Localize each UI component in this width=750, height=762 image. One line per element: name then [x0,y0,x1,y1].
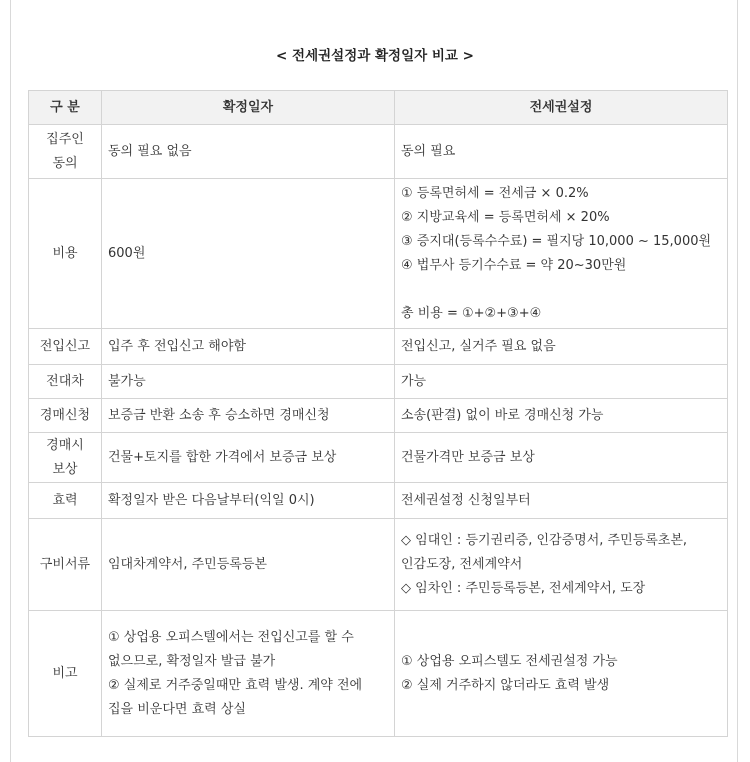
table-row [29,433,728,483]
cell-line: ② 실제 거주하지 않더라도 효력 발생 [401,677,610,693]
cell-line: 구비서류 [39,556,91,572]
cell-line: 전입신고 [39,338,91,354]
row-label [29,433,102,483]
jeonse-right-cell [395,483,728,519]
cell-line: 600원 [108,245,146,261]
cell-line: 효력 [52,492,78,508]
fixed-date-cell [102,519,395,611]
jeonse-right-cell [395,365,728,399]
row-label [29,125,102,179]
fixed-date-cell [102,329,395,365]
row-label [29,329,102,365]
cell-line: 동의 필요 [401,143,456,159]
cell-line: ◇ 임차인 : 주민등록등본, 전세계약서, 도장 [401,580,646,596]
fixed-date-cell [102,483,395,519]
cell-line: 불가능 [108,373,146,389]
table-row [29,519,728,611]
jeonse-right-cell [395,611,728,737]
cell-line: ② 실제로 거주중일때만 효력 발생. 계약 전에 [108,677,363,693]
jeonse-right-cell [395,433,728,483]
header-fixed-date: 확정일자 [102,91,395,125]
cell-line: 임대차계약서, 주민등록등본 [108,556,267,572]
cell-line: ① 상업용 오피스텔도 전세권설정 가능 [401,653,618,669]
cell-line: 보상 [52,461,78,477]
table-row [29,125,728,179]
fixed-date-cell [102,125,395,179]
cell-line: 확정일자 받은 다음날부터(익일 0시) [108,492,315,508]
cell-line: 경매신청 [39,407,91,423]
fixed-date-cell [102,399,395,433]
jeonse-right-cell [395,179,728,329]
comparison-table [28,90,728,737]
table-row [29,399,728,433]
cell-line: 전대차 [46,373,84,389]
cell-line: 총 비용 = ①+②+③+④ [401,305,542,321]
cell-line: ② 지방교육세 = 등록면허세 × 20% [401,209,610,225]
table-row [29,365,728,399]
header-category: 구 분 [29,91,102,125]
header-jeonse-right: 전세권설정 [395,91,728,125]
cell-line: 경매시 [46,437,84,453]
cell-line: ① 상업용 오피스텔에서는 전입신고를 할 수 [108,629,354,645]
cell-line: 건물가격만 보증금 보상 [401,449,535,465]
cell-line: 집주인 [46,131,84,147]
row-label [29,399,102,433]
table-header-row [29,91,728,125]
fixed-date-cell [102,179,395,329]
cell-line: 집을 비운다면 효력 상실 [108,701,246,717]
cell-line: 비용 [52,245,78,261]
cell-line: ① 등록면허세 = 전세금 × 0.2% [401,185,589,201]
row-label [29,611,102,737]
cell-line: 소송(판결) 없이 바로 경매신청 가능 [401,407,604,423]
jeonse-right-cell [395,519,728,611]
table-row [29,329,728,365]
jeonse-right-cell [395,399,728,433]
cell-line: 건물+토지를 합한 가격에서 보증금 보상 [108,449,337,465]
row-label [29,179,102,329]
cell-line: 비고 [52,665,78,681]
cell-line: 전세권설정 신청일부터 [401,492,531,508]
jeonse-right-cell [395,125,728,179]
row-label [29,365,102,399]
cell-line: ③ 증지대(등록수수료) = 필지당 10,000 ~ 15,000원 [401,233,712,249]
cell-line: 가능 [401,373,427,389]
row-label [29,483,102,519]
table-row [29,483,728,519]
cell-line: 없으므로, 확정일자 발급 불가 [108,653,276,669]
cell-line: 동의 필요 없음 [108,143,192,159]
cell-line: 보증금 반환 소송 후 승소하면 경매신청 [108,407,330,423]
row-label [29,519,102,611]
cell-line: ④ 법무사 등기수수료 = 약 20~30만원 [401,257,627,273]
cell-line: 인감도장, 전세계약서 [401,556,523,572]
page-title: < 전세권설정과 확정일자 비교 > [276,48,474,64]
cell-line: 입주 후 전입신고 해야함 [108,338,246,354]
table-row [29,611,728,737]
cell-line [401,278,721,302]
fixed-date-cell [102,611,395,737]
cell-line: 동의 [52,155,78,171]
jeonse-right-cell [395,329,728,365]
fixed-date-cell [102,365,395,399]
cell-line: 전입신고, 실거주 필요 없음 [401,338,556,354]
table-row [29,179,728,329]
fixed-date-cell [102,433,395,483]
cell-line: ◇ 임대인 : 등기권리증, 인감증명서, 주민등록초본, [401,532,688,548]
